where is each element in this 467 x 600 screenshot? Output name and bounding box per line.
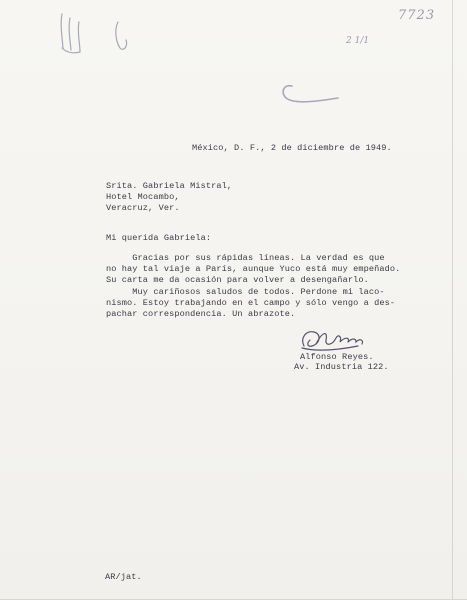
signature-address: Av. Industria 122. — [294, 362, 389, 372]
recipient-address — [106, 181, 232, 214]
paragraph-line: Su carta me da ocasión para volver a desengañarlo. — [106, 275, 369, 285]
paragraph-1 — [106, 253, 400, 286]
recipient-line: Srita. Gabriela Mistral, — [106, 181, 233, 191]
signature-name: Alfonso Reyes. — [300, 352, 374, 362]
paragraph-2 — [106, 287, 395, 320]
paragraph-line: no hay tal viaje a París, aunque Yuco está muy empeñado. — [106, 264, 401, 274]
recipient-line: Veracruz, Ver. — [106, 203, 180, 213]
archive-number: 7723 — [398, 8, 436, 23]
salutation: Mi querida Gabriela: — [106, 233, 212, 243]
letter-date: México, D. F., 2 de diciembre de 1949. — [192, 143, 392, 153]
paragraph-line: Muy cariñosos saludos de todos. Perdone mi laco- — [106, 287, 385, 297]
paragraph-line: pachar correspondencia. Un abrazote. — [106, 309, 296, 319]
typist-initials: AR/jat. — [105, 572, 142, 582]
recipient-line: Hotel Mocambo, — [106, 192, 180, 202]
paragraph-line: nismo. Estoy trabajando en el campo y sólo vengo a des- — [106, 298, 396, 308]
paragraph-line: Gracias por sus rápidas líneas. La verdad es que — [106, 253, 385, 263]
folio-note: 2 1/1 — [346, 36, 370, 46]
